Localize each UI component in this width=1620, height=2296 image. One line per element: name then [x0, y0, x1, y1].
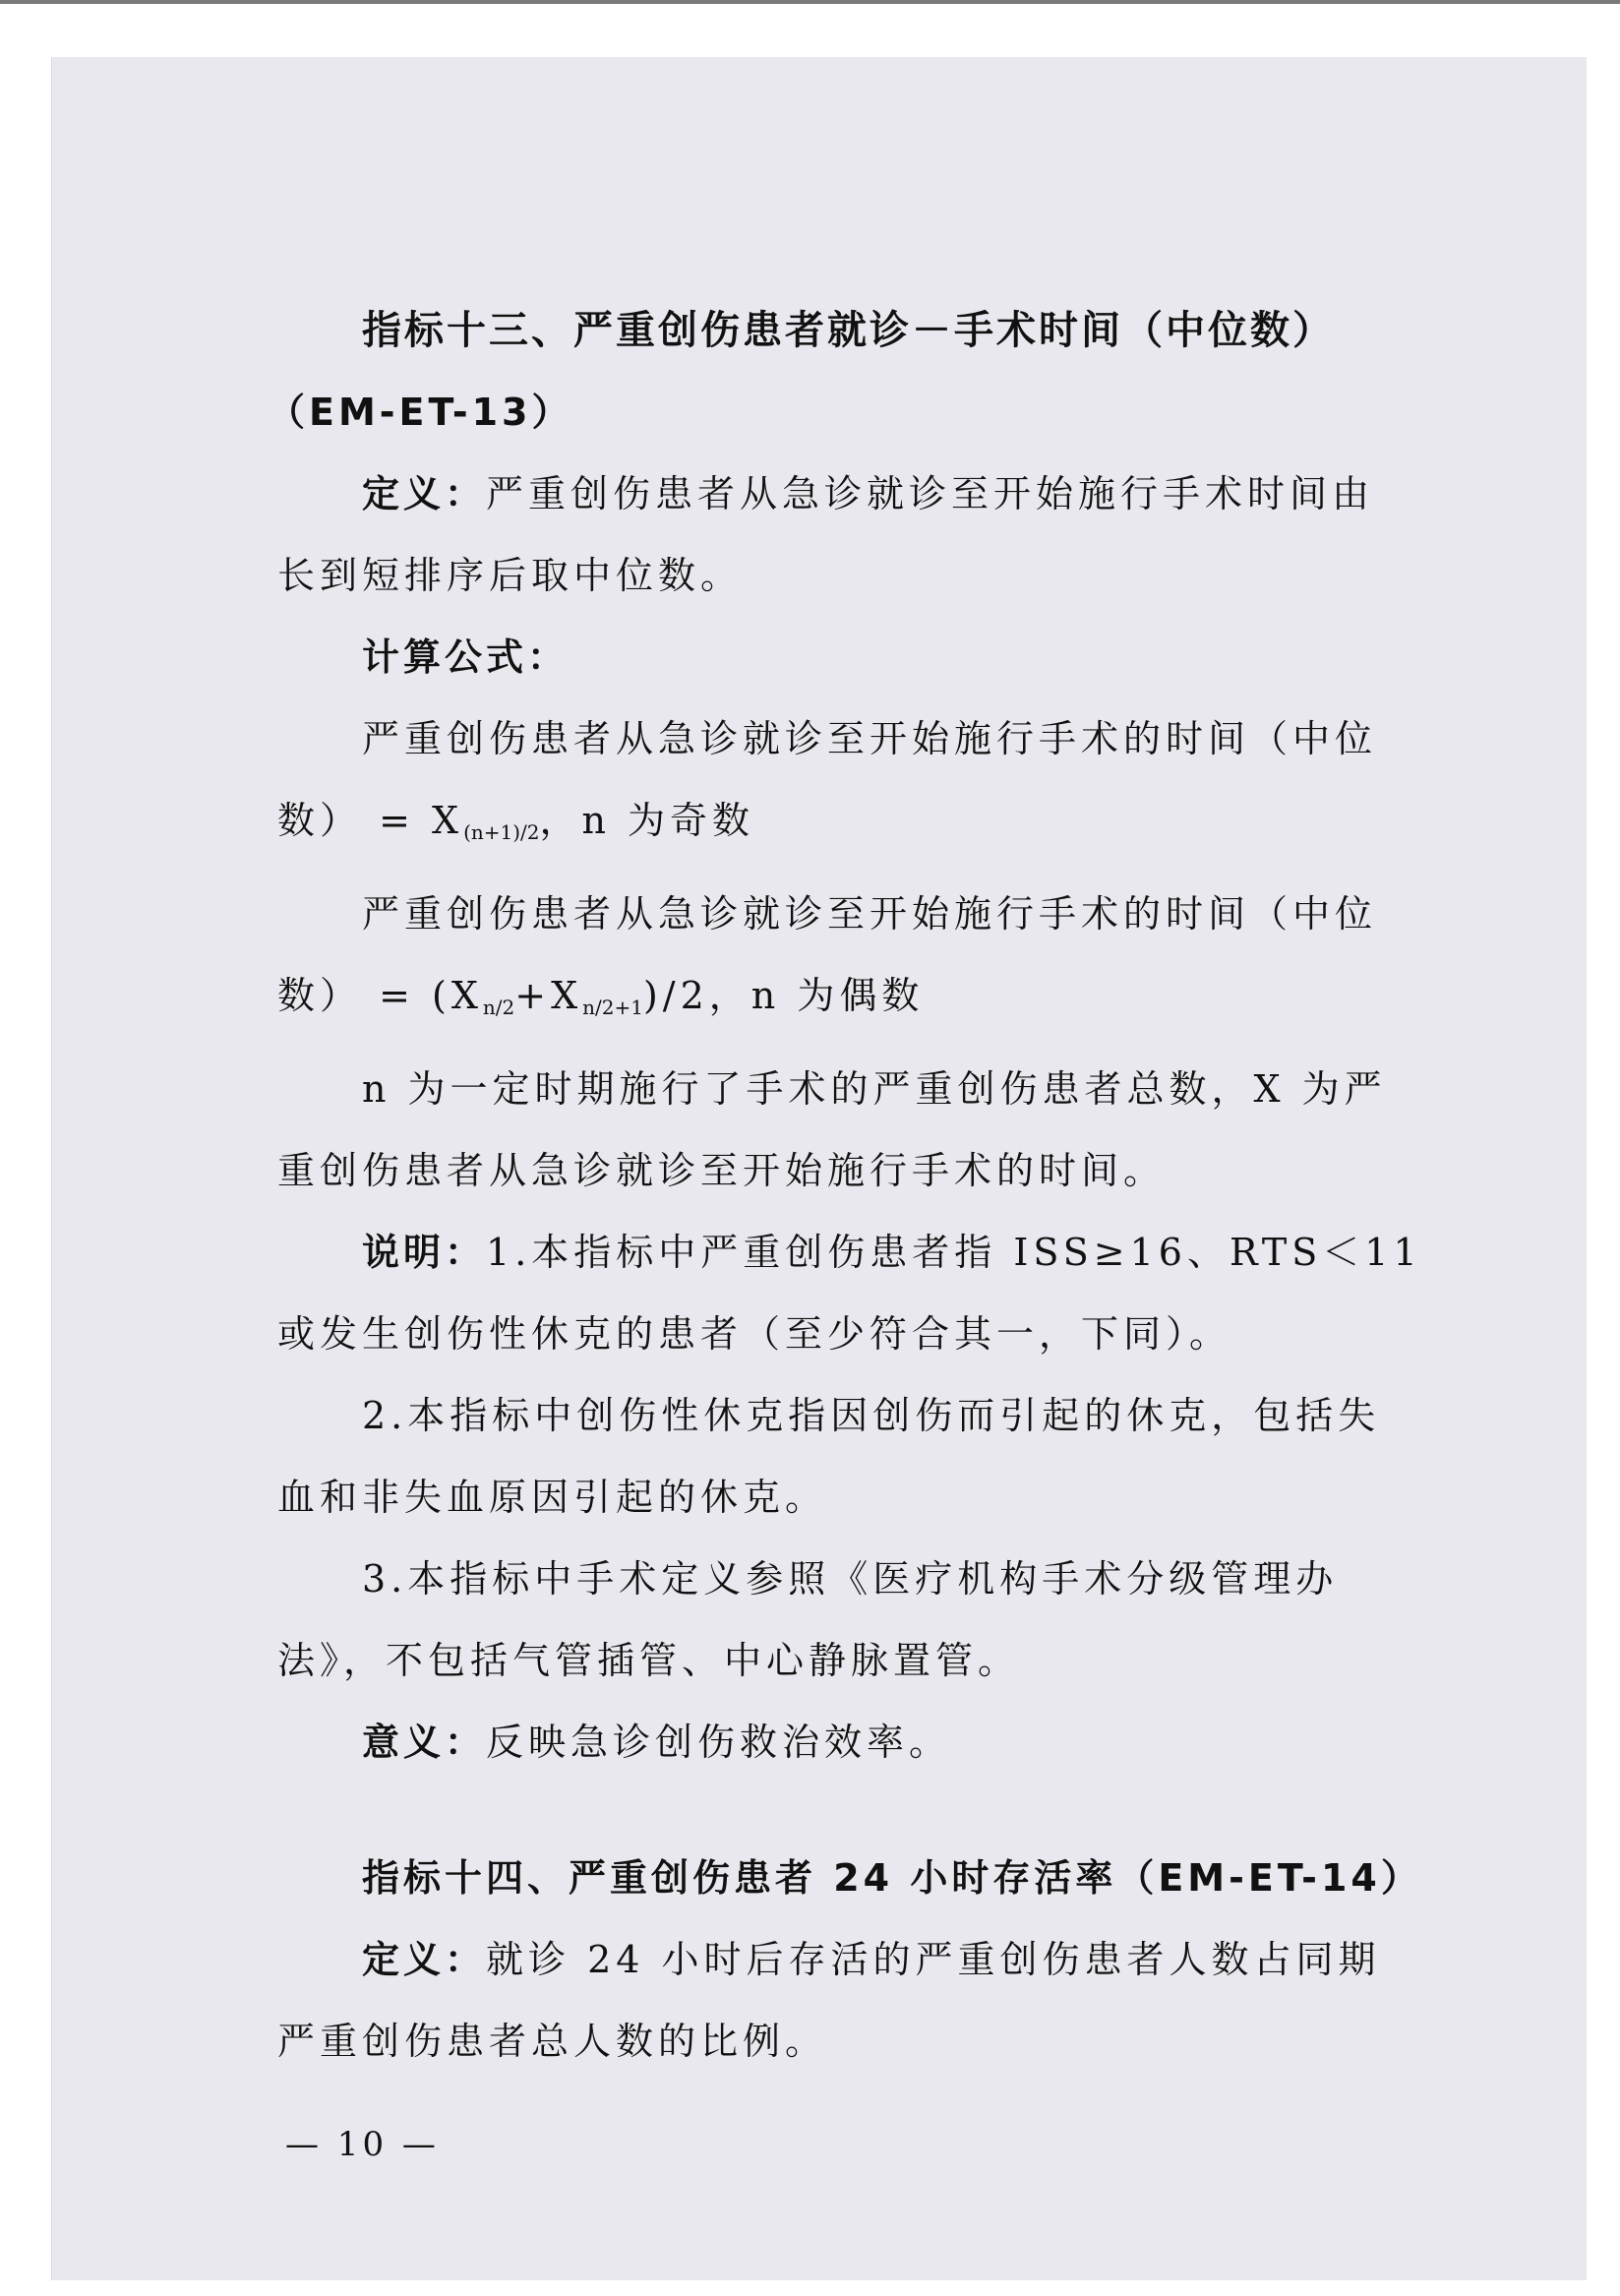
- section-13-definition-cont: 长到短排序后取中位数。: [277, 554, 744, 597]
- formula-odd-line2: [277, 780, 1369, 874]
- section-13-code: （EM-ET-13）: [268, 391, 573, 434]
- note-1-text: 1.本指标中严重创伤患者指 ISS≥16、RTS＜11: [486, 1231, 1422, 1274]
- formula-odd-line1: 严重创伤患者从急诊就诊至开始施行手术的时间（中位: [362, 717, 1378, 760]
- section-gap: [277, 1783, 1369, 1838]
- section-14-definition: [277, 1919, 1381, 2001]
- meaning-label: 意义：: [362, 1721, 487, 1764]
- formula-label: 计算公式：: [362, 635, 570, 679]
- definition-text-14: 就诊 24 小时后存活的严重创伤患者人数占同期: [486, 1938, 1381, 1981]
- note-1-cont: 或发生创伤性休克的患者（至少符合其一，下同）。: [277, 1312, 1232, 1356]
- definition-label-14: 定义：: [362, 1938, 487, 1981]
- definition-text: 严重创伤患者从急诊就诊至开始施行手术时间由: [486, 472, 1375, 515]
- note-2: 2.本指标中创伤性休克指因创伤而引起的休克，包括失: [362, 1394, 1381, 1437]
- definition-label: 定义：: [362, 472, 487, 515]
- variable-definition-line1: n 为一定时期施行了手术的严重创伤患者总数，X 为严: [362, 1067, 1387, 1111]
- section-14-title: 指标十四、严重创伤患者 24 小时存活率（EM-ET-14）: [362, 1856, 1422, 1900]
- page-number: — 10 —: [285, 2125, 440, 2164]
- variable-definition-line2: 重创伤患者从急诊就诊至开始施行手术的时间。: [277, 1149, 1167, 1192]
- scan-edge: [0, 0, 1620, 4]
- note-3-cont: 法》，不包括气管插管、中心静脉置管。: [277, 1639, 1021, 1682]
- formula-odd-subscript: (n+1)/2: [463, 820, 540, 844]
- document-body: [268, 290, 1422, 2083]
- section-14-definition-cont: 严重创伤患者总人数的比例。: [277, 2020, 828, 2063]
- section-13-definition: [277, 453, 1375, 535]
- note-2-cont: 血和非失血原因引起的休克。: [277, 1476, 828, 1519]
- formula-odd-prefix: 数） = X: [277, 799, 464, 842]
- formula-even-prefix: 数） = (X: [277, 974, 483, 1017]
- note-3: 3.本指标中手术定义参照《医疗机构手术分级管理办: [362, 1557, 1339, 1601]
- formula-even-line2: [277, 955, 1369, 1049]
- note-label: 说明：: [362, 1231, 487, 1274]
- formula-even-suffix: )/2，n 为偶数: [642, 974, 925, 1017]
- formula-odd-suffix: ，n 为奇数: [539, 799, 755, 842]
- section-13-meaning: [277, 1702, 1369, 1783]
- formula-even-subscript-2: n/2+1: [582, 996, 643, 1019]
- formula-even-mid: +X: [514, 974, 583, 1017]
- note-1: [277, 1212, 1422, 1294]
- formula-even-line1: 严重创伤患者从急诊就诊至开始施行手术的时间（中位: [362, 892, 1378, 936]
- section-13-title: 指标十三、严重创伤患者就诊－手术时间（中位数）: [362, 308, 1335, 353]
- meaning-text: 反映急诊创伤救治效率。: [486, 1721, 952, 1764]
- formula-even-subscript-1: n/2: [482, 996, 515, 1019]
